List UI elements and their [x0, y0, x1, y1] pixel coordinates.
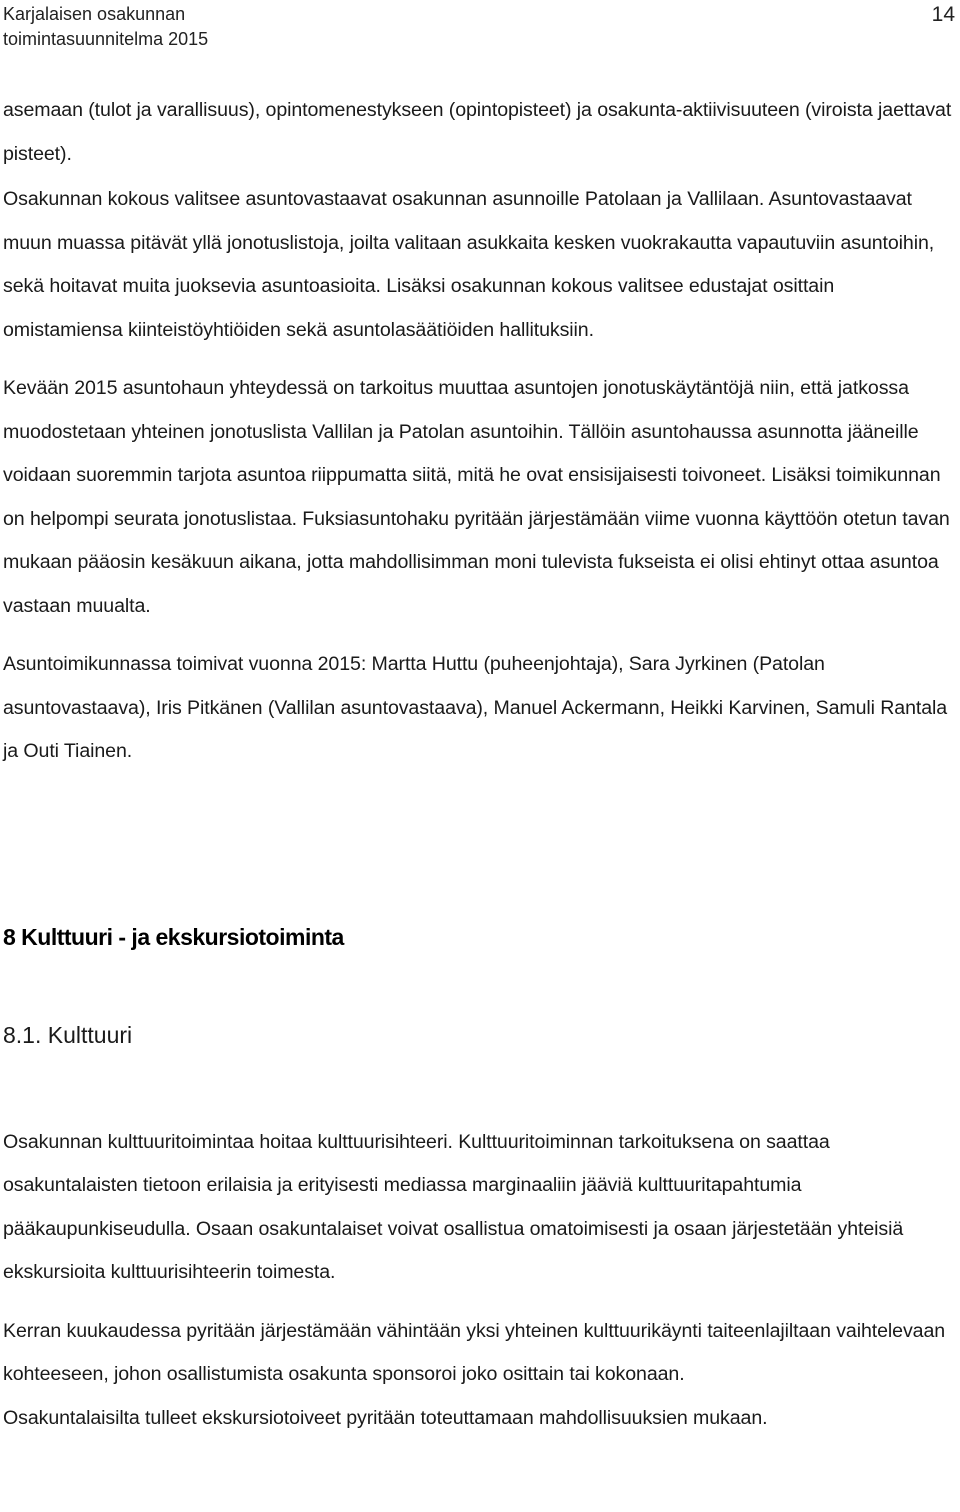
- paragraph-culture-wishes: Osakuntalaisilta tulleet ekskursiotoiveet pyritään toteuttamaan mahdollisuuksien mukaan.: [3, 1406, 768, 1429]
- page-body: [3, 89, 955, 1440]
- paragraph-culture-monthly: Kerran kuukaudessa pyritään järjestämään vähintään yksi yhteinen kulttuurikäynti taiteenlajiltaan vaihtelevaan kohteeseen, johon osallistumista osakunta sponsoroi joko osittain tai kokonaan.: [3, 1319, 946, 1385]
- header-org-line2: toimintasuunnitelma 2015: [3, 29, 209, 49]
- paragraph-culture-intro: Osakunnan kulttuuritoimintaa hoitaa kulttuurisihteeri. Kulttuuritoiminnan tarkoituksena on saattaa osakuntalaisten tietoon erilaisia ja erityisesti mediassa marginaaliin jääviä kulttuuritapahtumia pääkaupunkiseudulla. Osaan osakuntalaiset voivat osallistua omatoimisesti ja osaan järjestetään yhteisiä ekskursioita kulttuurisihteerin toimesta.: [3, 1130, 904, 1283]
- page-header: [3, 0, 957, 56]
- paragraph-housing-queue: Kevään 2015 asuntohaun yhteydessä on tarkoitus muuttaa asuntojen jonotuskäytäntöjä niin, että jatkossa muodostetaan yhteinen jonotuslista Vallilan ja Patolan asuntoihin. Tällöin asuntohaussa asunnotta jääneille voidaan suoremmin tarjota asuntoa riippumatta siitä, mitä he ovat ensisijaisesti toivoneet. Lisäksi toimikunnan on helpompi seurata jonotuslistaa. Fuksiasuntohaku pyritään järjestämään viime vuonna käyttöön otetun tavan mukaan pääosin kesäkuun aikana, jotta mahdollisimman moni tulevista fukseista ei olisi ehtinyt ottaa asuntoa vastaan muualta.: [3, 377, 950, 617]
- paragraph-housing-representatives: Osakunnan kokous valitsee asuntovastaavat osakunnan asunnoille Patolaan ja Vallilaan. Asuntovastaavat muun muassa pitävät yllä jonotuslistoja, joilta valitaan asukkaita kesken vuokrakautta vapautuviin asuntoihin, sekä hoitavat muita juoksevia asuntoasioita. Lisäksi osakunnan kokous valitsee edustajat osittain omistamiensa kiinteistöyhtiöiden sekä asuntolasäätiöiden hallituksiin.: [3, 188, 935, 341]
- header-organization: [3, 2, 208, 52]
- paragraph-housing-committee: Asuntoimikunnassa toimivat vuonna 2015: Martta Huttu (puheenjohtaja), Sara Jyrkinen (Patolan asuntovastaava), Iris Pitkänen (Vallilan asuntovastaava), Manuel Ackermann, Heikki Karvinen, Samuli Rantala ja Outi Tiainen.: [3, 653, 948, 762]
- subsection-heading-culture: 8.1. Kulttuuri: [3, 1021, 133, 1048]
- paragraph-housing-criteria: asemaan (tulot ja varallisuus), opintomenestykseen (opintopisteet) ja osakunta-aktiivisuuteen (viroista jaettavat pisteet).: [3, 99, 952, 165]
- page-number: 14: [931, 3, 955, 26]
- header-org-line1: Karjalaisen osakunnan: [3, 4, 186, 24]
- section-heading-culture: 8 Kulttuuri - ja ekskursiotoiminta: [3, 923, 344, 950]
